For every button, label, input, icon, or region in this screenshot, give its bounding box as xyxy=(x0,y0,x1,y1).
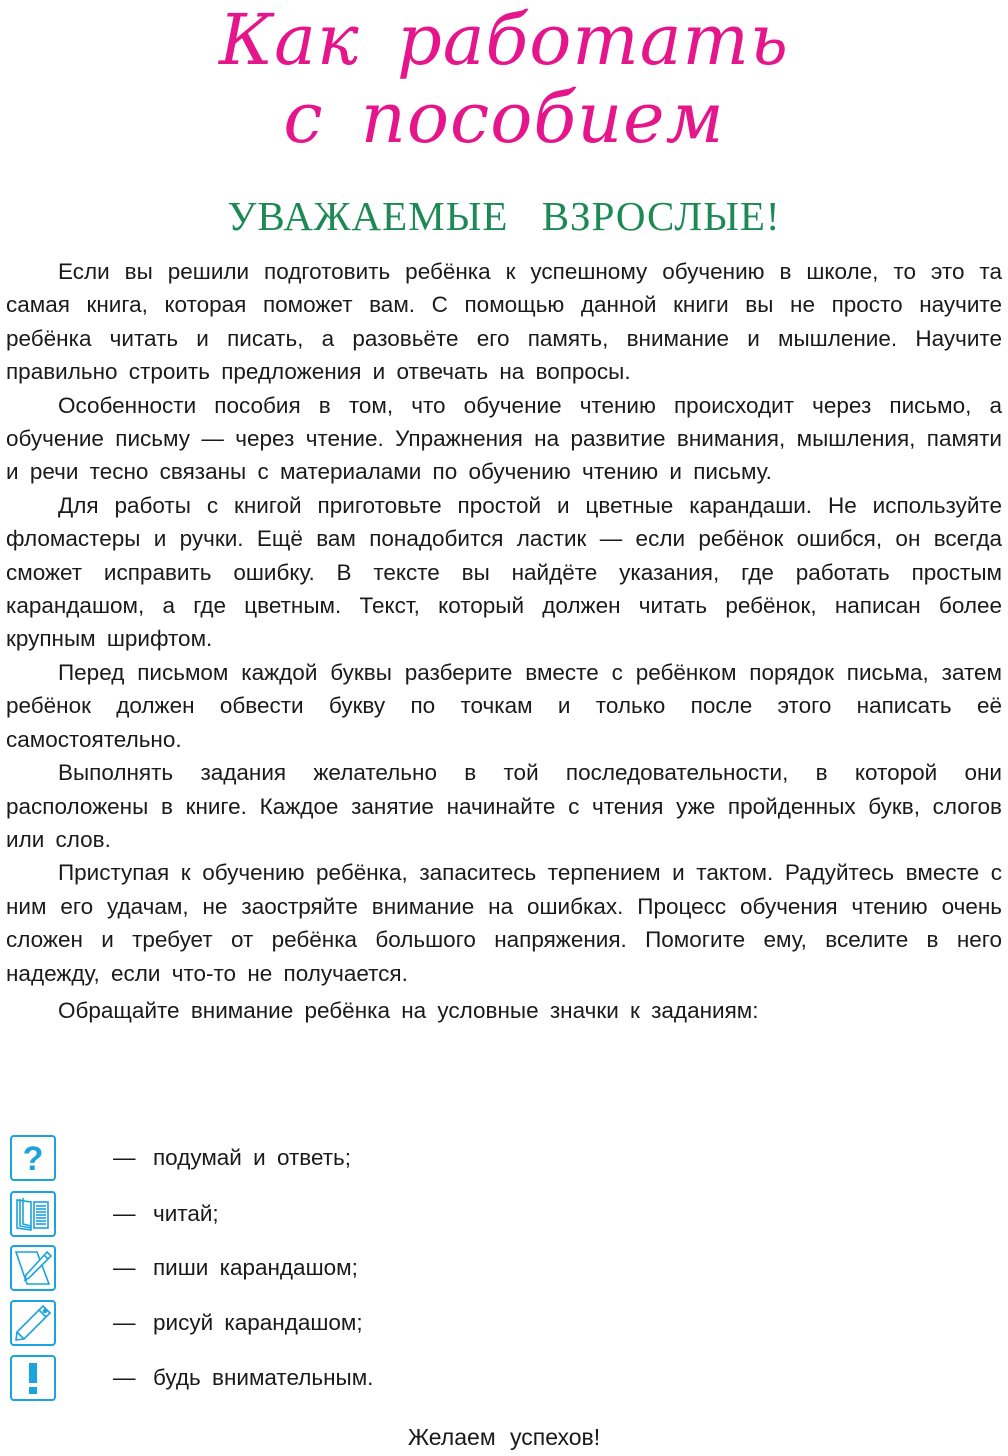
question-icon xyxy=(10,1135,56,1181)
legend-dash: — xyxy=(113,1255,136,1280)
legend-label: рисуй карандашом; xyxy=(153,1310,363,1335)
legend-label: читай; xyxy=(153,1201,219,1226)
exclamation-icon xyxy=(10,1355,56,1401)
paragraph: Приступая к обучению ребёнка, запаситесь терпением и тактом. Радуйтесь вместе с ним его удачам, не заостряйте внимание на ошибках. Процесс обучения чтению очень сложен и требует от ребёнка большого напряжения. Помогите ему, вселите в него надежду, если что-то не получается. xyxy=(6,860,1002,986)
paragraph: Перед письмом каждой буквы разберите вместе с ребёнком порядок письма, затем ребёнок должен обвести букву по точкам и только после этого написать её самостоятельно. xyxy=(6,659,1002,752)
legend-dash: — xyxy=(113,1365,136,1390)
paragraph-icons-intro: Обращайте внимание ребёнка на условные значки к заданиям: xyxy=(58,997,759,1023)
page-title-line-1: Как работать xyxy=(219,0,789,81)
pencil-icon xyxy=(10,1300,56,1346)
legend-dash: — xyxy=(113,1201,136,1226)
legend-item xyxy=(10,1133,710,1183)
book-icon xyxy=(10,1191,56,1237)
legend-item xyxy=(10,1189,710,1239)
legend-label: подумай и ответь; xyxy=(153,1145,352,1170)
paragraph: Выполнять задания желательно в той последовательности, в которой они расположены в книге. Каждое занятие начинайте с чтения уже пройденных букв, слогов или слов. xyxy=(6,760,1002,852)
legend-dash: — xyxy=(113,1145,136,1170)
legend-label: пиши карандашом; xyxy=(153,1255,358,1280)
write-pencil-icon xyxy=(10,1245,56,1291)
body-text xyxy=(6,255,1002,1027)
closing-text: Желаем успехов! xyxy=(407,1424,601,1450)
page-title-line-2: с пособием xyxy=(283,77,725,159)
page-subtitle: УВАЖАЕМЫЕ ВЗРОСЛЫЕ! xyxy=(227,193,781,239)
legend-item xyxy=(10,1243,710,1293)
paragraph: Особенности пособия в том, что обучение чтению происходит через письмо, а обучение письму — через чтение. Упражнения на развитие внимания, мышления, памяти и речи тесно связаны с материалами по обучению чтению и письму. xyxy=(6,392,1002,485)
svg-text:?: ? xyxy=(22,1140,44,1178)
legend-dash: — xyxy=(113,1310,136,1335)
paragraph: Если вы решили подготовить ребёнка к успешному обучению в школе, то это та самая книга, которая поможет вам. С помощью данной книги вы не просто научите ребёнка читать и писать, а разовьёте его память, внимание и мышление. Научите правильно строить предложения и отвечать на вопросы. xyxy=(6,259,1002,385)
legend-item xyxy=(10,1298,710,1348)
legend-label: будь внимательным. xyxy=(153,1365,374,1390)
legend-item xyxy=(10,1353,710,1403)
paragraph: Для работы с книгой приготовьте простой и цветные карандаши. Не используйте фломастеры и ручки. Ещё вам понадобится ластик — если ребёнок ошибся, он всегда сможет исправить ошибку. В тексте вы найдёте указания, где работать простым карандашом, а где цветным. Текст, который должен читать ребёнок, написан более крупным шрифтом. xyxy=(6,492,1002,652)
